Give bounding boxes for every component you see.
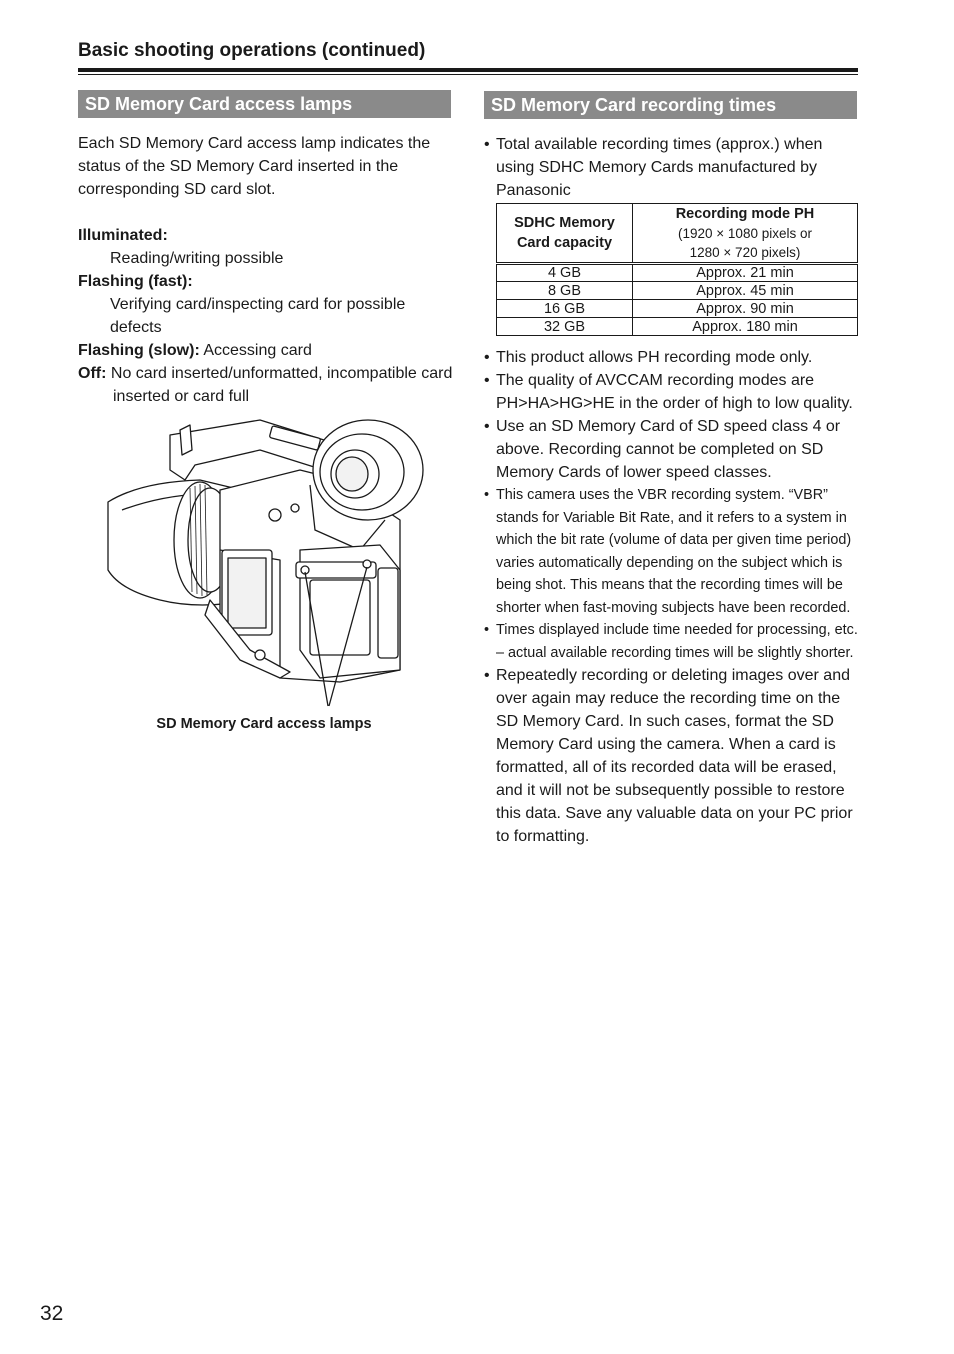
list-item: • This product allows PH recording mode only. — [484, 346, 860, 369]
recording-times-table — [496, 203, 858, 336]
page-header — [78, 38, 858, 64]
bullet-intro: • Total available recording times (approx.) when using SDHC Memory Cards manufactured by Panasonic — [484, 133, 860, 202]
state-term: Illuminated: — [78, 227, 168, 244]
list-item: • Use an SD Memory Card of SD speed class 4 or above. Recording cannot be completed on SD Memory Cards of lower speed classes. — [484, 415, 860, 484]
section-title-recording-times: SD Memory Card recording times — [484, 91, 857, 119]
recording-times-section — [484, 133, 860, 202]
cell-time: Approx. 90 min — [633, 300, 858, 318]
table-header-row — [497, 204, 858, 264]
list-item: • This camera uses the VBR recording system. “VBR” stands for Variable Bit Rate, and it refers to a system in which the bit rate (volume of data per given time period) varies automatically depending on the subject which is being shot. This means that the recording times will be shorter when fast-moving subjects have been recorded. — [484, 484, 860, 619]
state-term: Off: — [78, 365, 107, 382]
cell-capacity: 16 GB — [497, 300, 633, 318]
section-title-access-lamps: SD Memory Card access lamps — [78, 90, 451, 118]
figure-caption: SD Memory Card access lamps — [156, 716, 372, 732]
list-item: • The quality of AVCCAM recording modes are PH>HA>HG>HE in the order of high to low quality. — [484, 369, 860, 415]
state-flashing-fast — [78, 270, 456, 339]
state-flashing-slow — [78, 339, 456, 362]
header-rule — [78, 68, 858, 72]
recording-notes — [484, 346, 860, 848]
table-row — [497, 264, 858, 282]
access-lamps-section — [78, 132, 456, 408]
col-header-mode: Recording mode PH (1920 × 1080 pixels or 1280 × 720 pixels) — [633, 204, 858, 264]
state-desc: No card inserted/unformatted, incompatible card inserted or card full — [110, 365, 453, 405]
cell-time: Approx. 180 min — [633, 318, 858, 336]
cell-time: Approx. 45 min — [633, 282, 858, 300]
access-lamps-intro: Each SD Memory Card access lamp indicates the status of the SD Memory Card inserted in the corresponding SD card slot. — [78, 135, 431, 198]
table-row — [497, 318, 858, 336]
page-title: Basic shooting operations (continued) — [78, 40, 426, 61]
state-term: Flashing (fast): — [78, 273, 193, 290]
state-desc: Accessing card — [203, 342, 312, 359]
camera-illustration — [100, 410, 440, 715]
state-desc: Verifying card/inspecting card for possible defects — [110, 296, 406, 336]
state-off — [78, 362, 456, 408]
state-desc: Reading/writing possible — [110, 250, 284, 267]
page-number: 32 — [40, 1302, 64, 1325]
list-item: • Times displayed include time needed for processing, etc. – actual available recording times will be slightly shorter. — [484, 619, 860, 664]
state-term: Flashing (slow): — [78, 342, 200, 359]
cell-capacity: 4 GB — [497, 264, 633, 282]
table-row — [497, 300, 858, 318]
cell-capacity: 32 GB — [497, 318, 633, 336]
list-item: • Repeatedly recording or deleting images over and over again may reduce the recording time on the SD Memory Card. In such cases, format the SD Memory Card using the camera. When a card is formatted, all of its recorded data will be erased, and it will not be subsequently possible to restore this data. Save any valuable data on your PC prior to formatting. — [484, 664, 860, 848]
col-header-capacity: SDHC Memory Card capacity — [497, 204, 633, 264]
table-row — [497, 282, 858, 300]
cell-time: Approx. 21 min — [633, 264, 858, 282]
header-rule-thin — [78, 74, 858, 75]
state-illuminated — [78, 224, 456, 270]
cell-capacity: 8 GB — [497, 282, 633, 300]
